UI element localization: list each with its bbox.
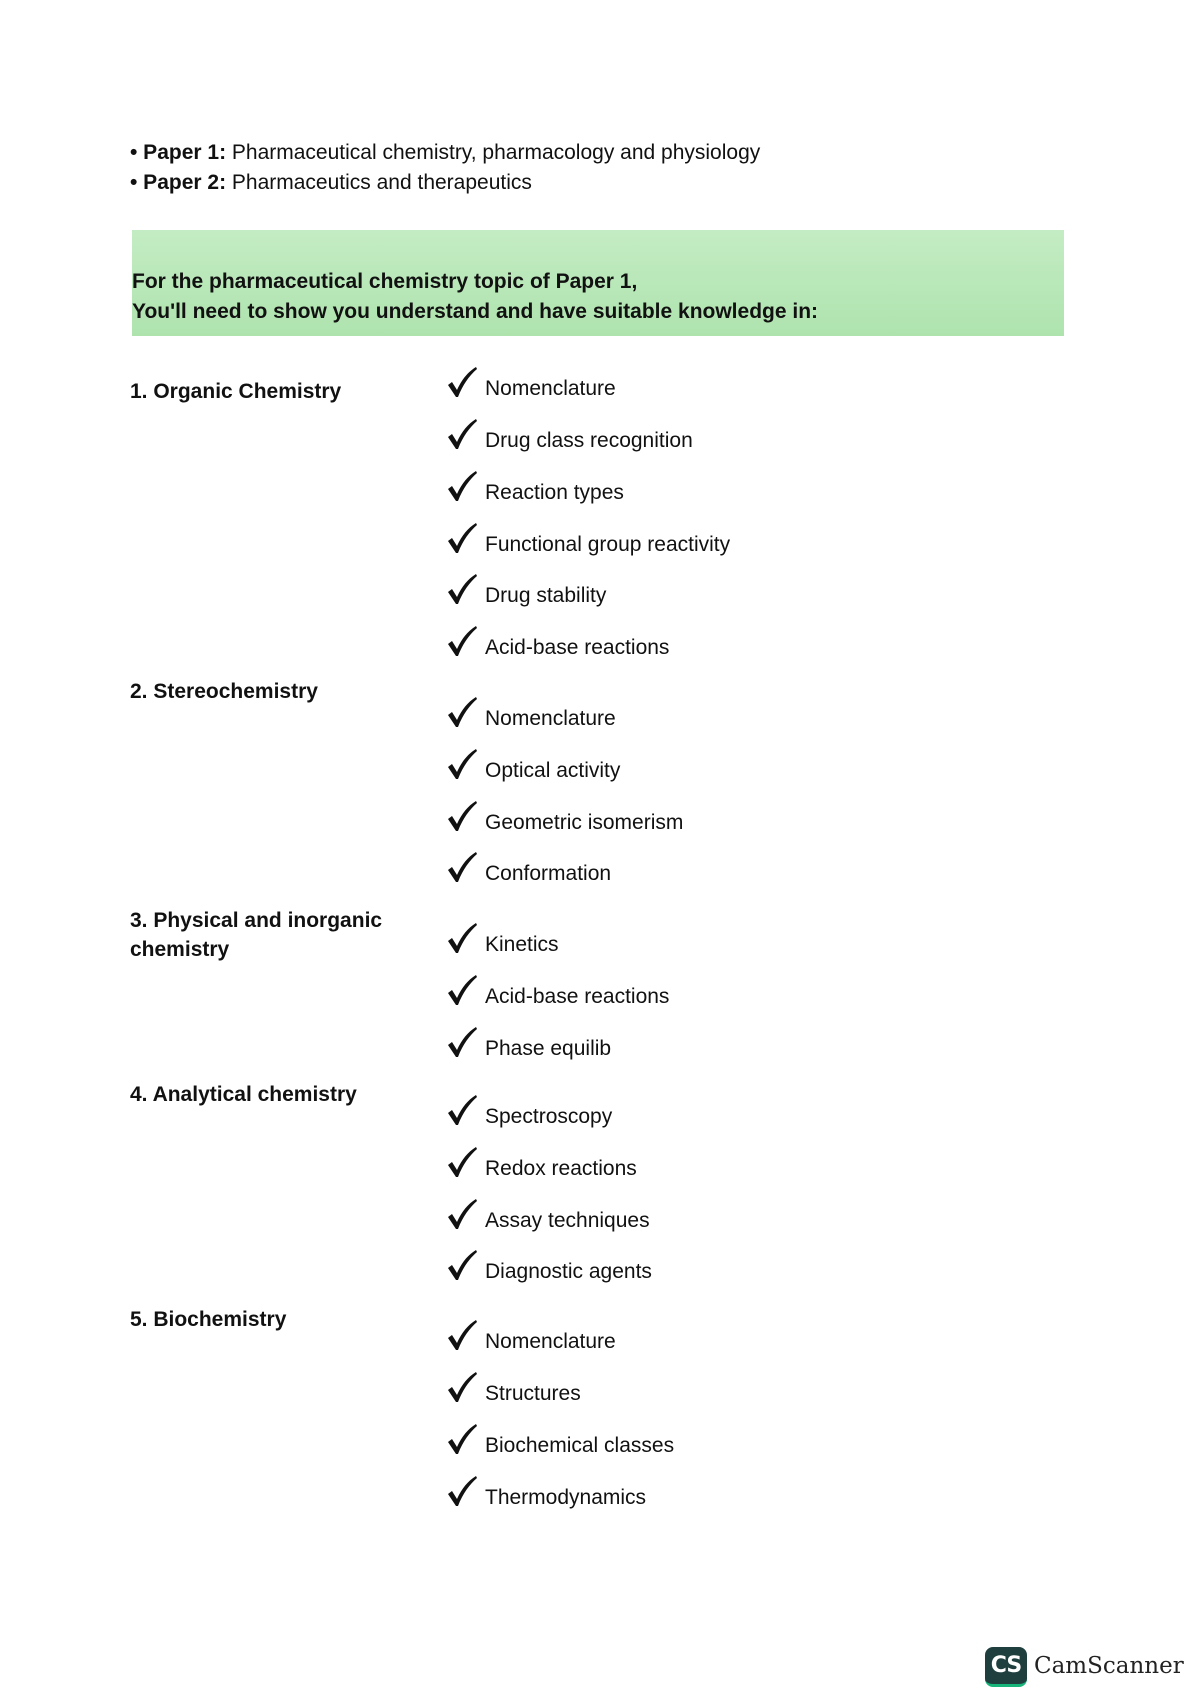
checklist-item-label: Conformation — [485, 862, 612, 885]
check-icon — [446, 922, 478, 956]
paper-2-description: Pharmaceutics and therapeutics — [226, 171, 532, 194]
check-icon — [446, 800, 478, 834]
banner-line-1: For the pharmaceutical chemistry topic of Paper 1, — [132, 270, 638, 293]
check-icon — [446, 573, 478, 607]
paper-1-line — [130, 138, 760, 168]
check-icon — [446, 522, 478, 556]
check-icon — [446, 366, 478, 400]
checklist-item-label: Spectroscopy — [485, 1105, 613, 1128]
section-title: 2. Stereochemistry — [130, 680, 318, 703]
check-icon — [446, 1198, 478, 1232]
paper-2-line — [130, 168, 760, 198]
checklist-item-label: Acid-base reactions — [485, 985, 670, 1008]
paper-1-description: Pharmaceutical chemistry, pharmacology and physiology — [226, 141, 761, 164]
check-icon — [446, 696, 478, 730]
check-icon — [446, 1026, 478, 1060]
checklist-item-label: Diagnostic agents — [485, 1260, 652, 1283]
camscanner-watermark — [985, 1647, 1185, 1687]
paper-2-label: • Paper 2: — [130, 171, 227, 194]
checklist-item-label: Structures — [485, 1382, 581, 1405]
checklist-item-label: Drug stability — [485, 584, 607, 607]
check-icon — [446, 1423, 478, 1457]
checklist-item-label: Optical activity — [485, 759, 621, 782]
checklist-item-label: Geometric isomerism — [485, 811, 684, 834]
check-icon — [446, 1319, 478, 1353]
checklist-item-label: Functional group reactivity — [485, 533, 731, 556]
camscanner-name: CamScanner — [1034, 1653, 1184, 1679]
checklist-item-label: Redox reactions — [485, 1157, 637, 1180]
check-icon — [446, 974, 478, 1008]
checklist-item-label: Acid-base reactions — [485, 636, 670, 659]
section-title: 1. Organic Chemistry — [130, 380, 342, 403]
camscanner-logo-icon: CS — [985, 1647, 1027, 1687]
check-icon — [446, 748, 478, 782]
section-title: 5. Biochemistry — [130, 1308, 287, 1331]
checklist-item-label: Assay techniques — [485, 1209, 650, 1232]
check-icon — [446, 1249, 478, 1283]
section-title: 3. Physical and inorganic chemistry — [130, 909, 383, 961]
checklist-item-label: Kinetics — [485, 933, 559, 956]
check-icon — [446, 1146, 478, 1180]
check-icon — [446, 851, 478, 885]
paper-1-label: • Paper 1: — [130, 141, 227, 164]
section-title: 4. Analytical chemistry — [130, 1083, 357, 1106]
checklist-item-label: Biochemical classes — [485, 1434, 675, 1457]
checklist-item-label: Thermodynamics — [485, 1486, 647, 1509]
check-icon — [446, 1371, 478, 1405]
check-icon — [446, 470, 478, 504]
checklist-item-label: Nomenclature — [485, 707, 616, 730]
banner-line-2: You'll need to show you understand and have suitable knowledge in: — [132, 300, 819, 323]
checklist-item-label: Drug class recognition — [485, 429, 693, 452]
check-icon — [446, 1475, 478, 1509]
checklist-item-label: Phase equilib — [485, 1037, 612, 1060]
check-icon — [446, 418, 478, 452]
checklist-item-label: Reaction types — [485, 481, 624, 504]
check-icon — [446, 625, 478, 659]
checklist-item-label: Nomenclature — [485, 1330, 616, 1353]
topic-banner — [132, 230, 1064, 336]
paper-list — [130, 138, 760, 198]
check-icon — [446, 1094, 478, 1128]
checklist-item-label: Nomenclature — [485, 377, 616, 400]
